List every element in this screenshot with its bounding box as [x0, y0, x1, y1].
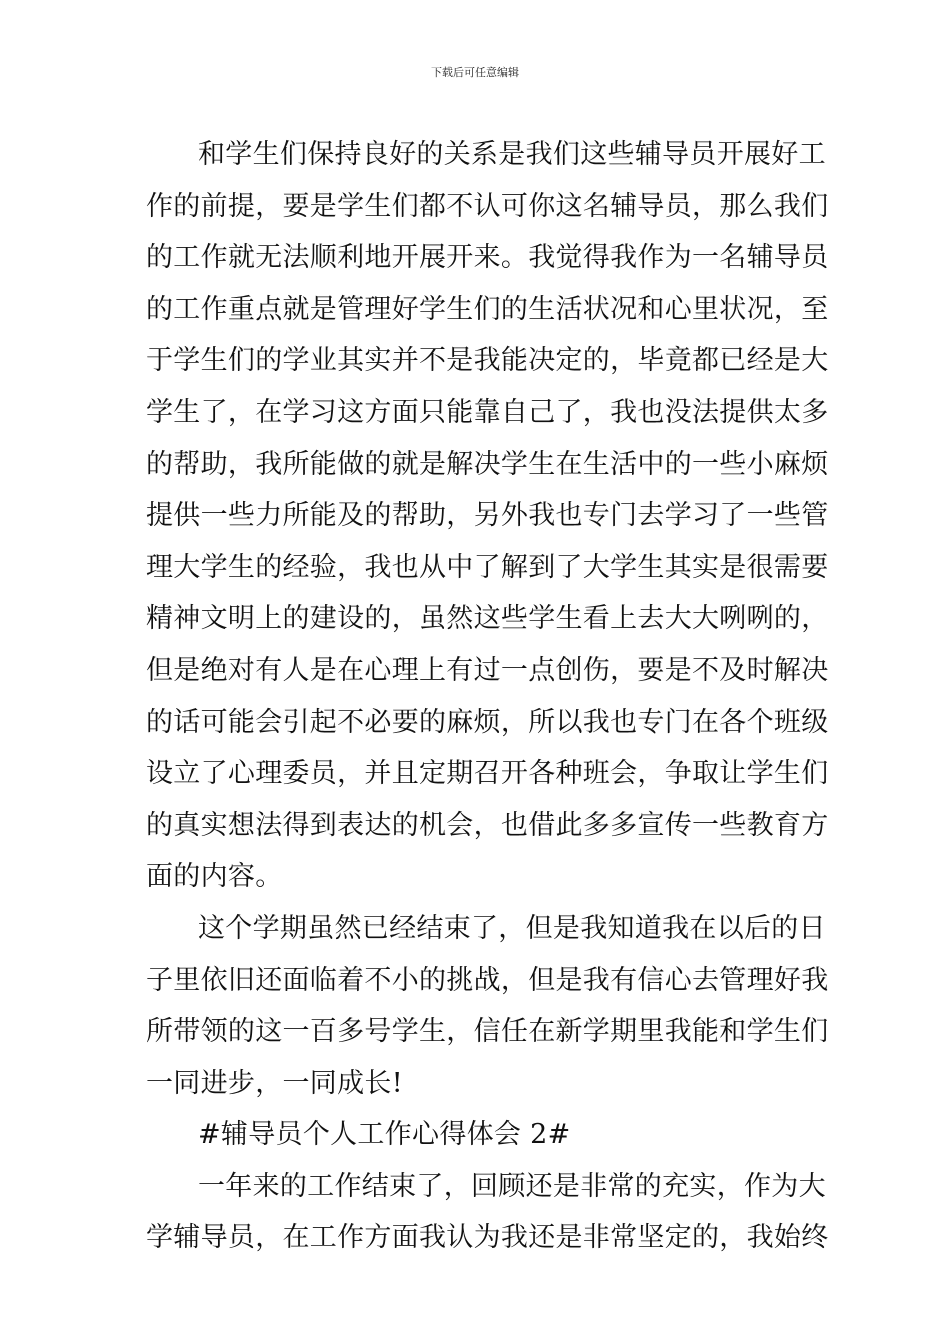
text-line: 所带领的这一百多号学生，信任在新学期里我能和学生们 [146, 1016, 829, 1048]
text-line: 的真实想法得到表达的机会，也借此多多宣传一些教育方 [146, 809, 829, 841]
text-line: 于学生们的学业其实并不是我能决定的，毕竟都已经是大 [146, 345, 829, 377]
text-line: 子里依旧还面临着不小的挑战，但是我有信心去管理好我 [146, 964, 829, 996]
text-line: 提供一些力所能及的帮助，另外我也专门去学习了一些管 [146, 500, 829, 532]
text-line: 的话可能会引起不必要的麻烦，所以我也专门在各个班级 [146, 706, 829, 738]
text-line: 学辅导员，在工作方面我认为我还是非常坚定的，我始终 [146, 1222, 829, 1254]
text-line: 的帮助，我所能做的就是解决学生在生活中的一些小麻烦 [146, 448, 829, 480]
text-line: 作的前提，要是学生们都不认可你这名辅导员，那么我们 [146, 190, 829, 222]
body-text [146, 129, 829, 1264]
text-line: 一同进步，一同成长! [146, 1067, 403, 1099]
text-line: 和学生们保持良好的关系是我们这些辅导员开展好工 [198, 139, 826, 170]
text-line: 面的内容。 [146, 861, 283, 893]
text-line: 的工作重点就是管理好学生们的生活状况和心里状况，至 [146, 293, 829, 325]
text-line: 精神文明上的建设的，虽然这些学生看上去大大咧咧的， [146, 603, 829, 635]
text-line: 理大学生的经验，我也从中了解到了大学生其实是很需要 [146, 551, 829, 583]
text-line: 的工作就无法顺利地开展开来。我觉得我作为一名辅导员 [146, 242, 829, 274]
text-line: 但是绝对有人是在心理上有过一点创伤，要是不及时解决 [146, 654, 829, 686]
text-line: 这个学期虽然已经结束了，但是我知道我在以后的日 [198, 912, 826, 944]
text-line: #辅导员个人工作心得体会 2# [198, 1119, 571, 1151]
text-line: 一年来的工作结束了，回顾还是非常的充实，作为大 [198, 1170, 826, 1202]
page-header: 下载后可任意编辑 [431, 66, 519, 79]
text-line: 设立了心理委员，并且定期召开各种班会，争取让学生们 [146, 758, 829, 790]
text-line: 学生了，在学习这方面只能靠自己了，我也没法提供太多 [146, 396, 829, 428]
